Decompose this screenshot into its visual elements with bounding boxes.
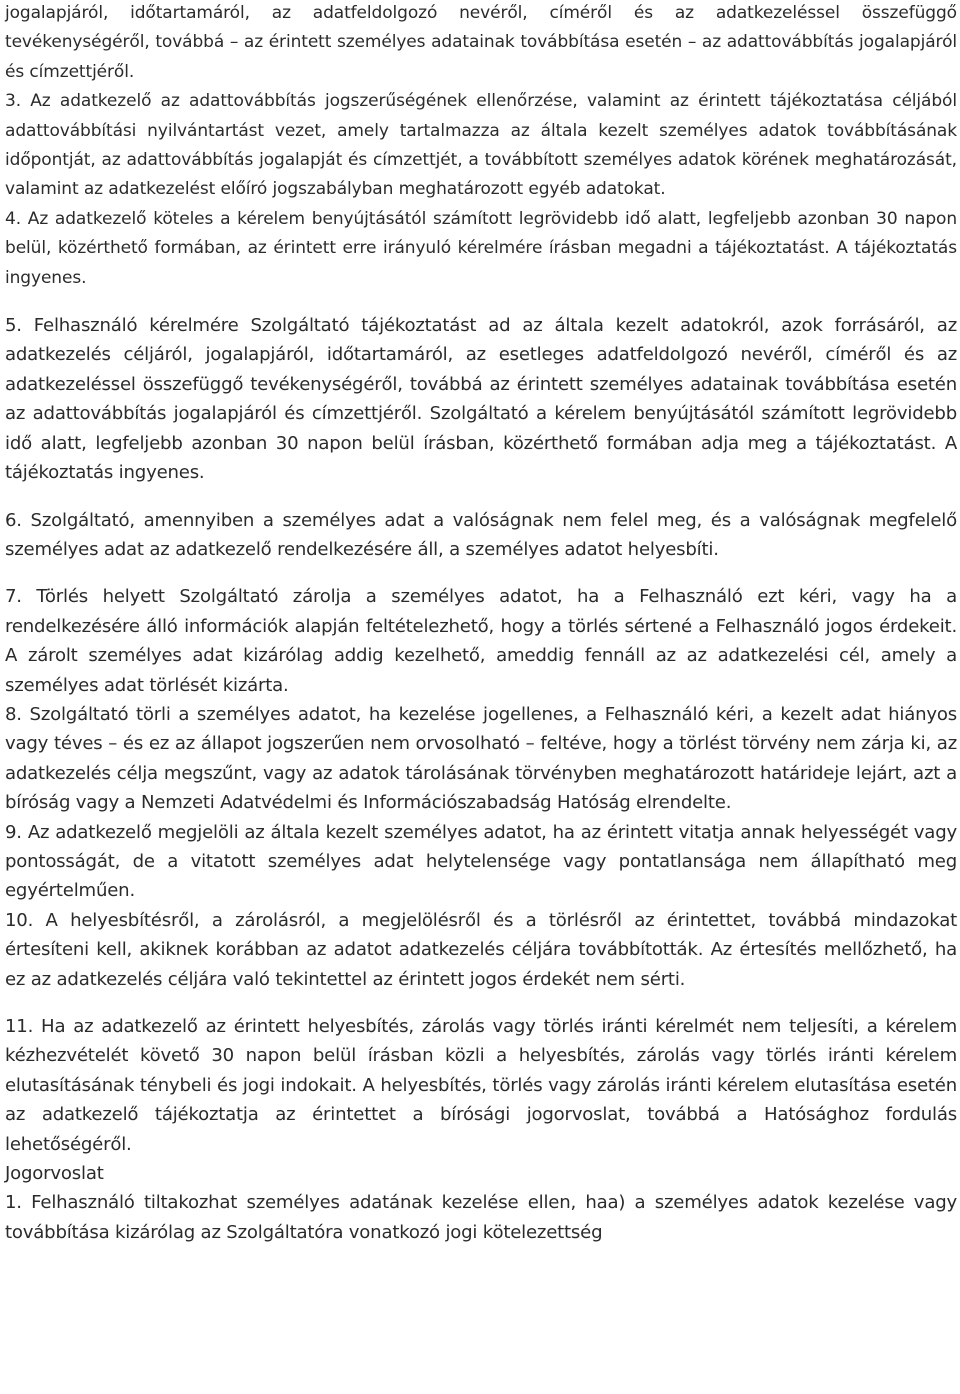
paragraph-jogorvoslat-1: 1. Felhasználó tiltakozhat személyes adatának kezelése ellen, haa) a személyes adatok kezelése vagy továbbítása kizárólag az Szolgáltatóra vonatkozó jogi kötelezettség bbox=[5, 1192, 957, 1243]
paragraph-11: 11. Ha az adatkezelő az érintett helyesbítés, zárolás vagy törlés iránti kérelmét nem teljesíti, a kérelem kézhezvételét követő 30 napon belül írásban közli a helyesbítés, zárolás vagy törlés iránti kérelem elutasításának ténybeli és jogi indokait. A helyesbítés, törlés vagy zárolás iránti kérelem elutasítása esetén az adatkezelő tájékoztatja az érintettet a bírósági jogorvoslat, továbbá a Hatósághoz fordulás lehetőségéről. bbox=[5, 1016, 957, 1155]
paragraph-7: 7. Törlés helyett Szolgáltató zárolja a személyes adatot, ha a Felhasználó ezt kéri, vagy ha a rendelkezésére álló információk alapján feltételezhető, hogy a törlés sértené a Felhasználó jogos érdekeit. A zárolt személyes adat kizárólag addig kezelhető, ameddig fennáll az az adatkezelési cél, amely a személyes adat törlését kizárta. bbox=[5, 586, 957, 696]
paragraph-2-tail: jogalapjáról, időtartamáról, az adatfeldolgozó nevéről, címéről és az adatkezeléssel összefüggő tevékenységéről, továbbá – az érintett személyes adatainak továbbítása esetén – az adattovábbítás jogalapjáról és címzettjéről. bbox=[5, 3, 957, 82]
paragraph-6: 6. Szolgáltató, amennyiben a személyes adat a valóságnak nem felel meg, és a valóságnak megfelelő személyes adat az adatkezelő rendelkezésére áll, a személyes adatot helyesbíti. bbox=[5, 509, 957, 560]
paragraph-5: 5. Felhasználó kérelmére Szolgáltató tájékoztatást ad az általa kezelt adatokról, azok forrásáról, az adatkezelés céljáról, jogalapjáról, időtartamáról, az esetleges adatfeldolgozó nevéről, címéről és az adatkezeléssel összefüggő tevékenységéről, továbbá az érintett személyes adatainak továbbítása esetén az adattovábbítás jogalapjáról és címzettjéről. Szolgáltató a kérelem benyújtásától számított legrövidebb idő alatt, legfeljebb azonban 30 napon belül írásban, közérthető formában adja meg a tájékoztatást. A tájékoztatás ingyenes. bbox=[5, 315, 957, 484]
paragraph-4: 4. Az adatkezelő köteles a kérelem benyújtásától számított legrövidebb idő alatt, legfeljebb azonban 30 napon belül, közérthető formában, az érintett erre irányuló kérelmére írásban megadni a tájékoztatást. A tájékoztatás ingyenes. bbox=[5, 208, 957, 288]
paragraph-10: 10. A helyesbítésről, a zárolásról, a megjelölésről és a törlésről az érintettet, továbbá mindazokat értesíteni kell, akiknek korábban az adatot adatkezelés céljára továbbították. Az értesítés mellőzhető, ha ez az adatkezelés céljára való tekintettel az érintett jogos érdekét nem sérti. bbox=[5, 909, 957, 990]
paragraph-9: 9. Az adatkezelő megjelöli az általa kezelt személyes adatot, ha az érintett vitatja annak helyességét vagy pontosságát, de a vitatott személyes adat helytelensége vagy pontatlansága nem állapítható meg egyértelműen. bbox=[5, 821, 957, 902]
paragraph-3: 3. Az adatkezelő az adattovábbítás jogszerűségének ellenőrzése, valamint az érintett tájékoztatása céljából adattovábbítási nyilvántartást vezet, amely tartalmazza az általa kezelt személyes adatok továbbításának időpontját, az adattovábbítás jogalapját és címzettjét, a továbbított személyes adatok körének meghatározását, valamint az adatkezelést előíró jogszabályban meghatározott egyéb adatokat. bbox=[5, 91, 957, 200]
document-page bbox=[5, 0, 957, 1247]
document-block-2 bbox=[5, 311, 957, 1247]
section-heading-jogorvoslat: Jogorvoslat bbox=[5, 1163, 104, 1185]
paragraph-8: 8. Szolgáltató törli a személyes adatot, ha kezelése jogellenes, a Felhasználó kéri, a kezelt adat hiányos vagy téves – és ez az állapot jogszerűen nem orvosolható – feltéve, hogy a törlést törvény nem zárja ki, az adatkezelés célja megszűnt, vagy az adatok tárolásának törvényben meghatározott határideje lejárt, azt a bíróság vagy a Nemzeti Adatvédelmi és Információszabadság Hatóság elrendelte. bbox=[5, 703, 957, 814]
